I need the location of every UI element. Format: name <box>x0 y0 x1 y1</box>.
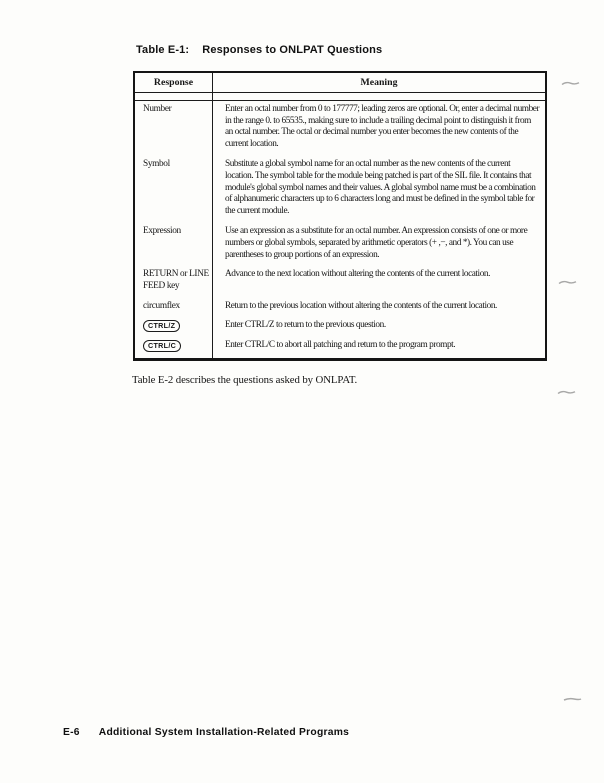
column-header-meaning: Meaning <box>360 77 398 88</box>
meaning-cell: Use an expression as a substitute for an octal number. An expression consists of one or more numbers or global symbols, separated by arithmetic operators (+ ,−, and *). You can use parentheses to group portions of an expression. <box>225 225 528 260</box>
table-row <box>135 335 545 359</box>
scan-mark-icon <box>557 389 576 396</box>
header-separator-band <box>135 93 545 101</box>
table-caption-number: Table E-1: <box>136 44 190 56</box>
page-footer <box>63 727 349 738</box>
response-cell: Symbol <box>135 153 213 220</box>
page-content <box>133 71 547 386</box>
table-caption-text: Responses to ONLPAT Questions <box>202 44 383 56</box>
response-cell <box>135 315 213 335</box>
response-cell: Number <box>135 101 213 153</box>
scan-mark-icon <box>561 80 580 87</box>
page-number: E-6 <box>63 727 80 738</box>
ctrl-c-keycap: CTRL/C <box>143 340 181 353</box>
ctrl-z-keycap: CTRL/Z <box>143 320 180 333</box>
table-row <box>135 295 545 315</box>
response-cell: Expression <box>135 220 213 263</box>
meaning-cell: Return to the previous location without altering the contents of the current location. <box>225 300 497 311</box>
table-row <box>135 315 545 335</box>
table-row <box>135 263 545 295</box>
responses-table <box>133 71 547 361</box>
footer-section-title: Additional System Installation-Related Programs <box>98 727 350 738</box>
meaning-cell: Enter an octal number from 0 to 177777; leading zeros are optional. Or, enter a decimal number in the range 0. to 65535., making sure to include a trailing decimal point to distinguish it from an octal number. The octal or decimal number you enter becomes the new contents of the current location. <box>225 103 540 150</box>
response-cell: circumflex <box>135 295 213 315</box>
body-paragraph: Table E-2 describes the questions asked by ONLPAT. <box>132 374 358 387</box>
table-row <box>135 153 545 220</box>
meaning-cell: Substitute a global symbol name for an octal number as the new contents of the current location. The symbol table for the module being patched is part of the SIL file. It contains that module's global symbol names and their values. A global symbol name must be a combination of alphanumeric characters up to 6 characters long and must be defined in the symbol table for the current module. <box>225 158 536 217</box>
response-cell: RETURN or LINE FEED key <box>135 263 213 295</box>
column-header-response: Response <box>135 73 213 92</box>
meaning-cell: Enter CTRL/Z to return to the previous question. <box>225 319 386 330</box>
meaning-cell: Enter CTRL/C to abort all patching and return to the program prompt. <box>225 339 456 350</box>
response-cell <box>135 335 213 359</box>
meaning-cell: Advance to the next location without altering the contents of the current location. <box>225 269 490 280</box>
table-caption <box>136 44 382 56</box>
table-header-row <box>135 73 545 93</box>
table-row <box>135 101 545 153</box>
scan-mark-icon <box>558 279 577 286</box>
scan-mark-icon <box>563 696 582 703</box>
table-row <box>135 220 545 263</box>
